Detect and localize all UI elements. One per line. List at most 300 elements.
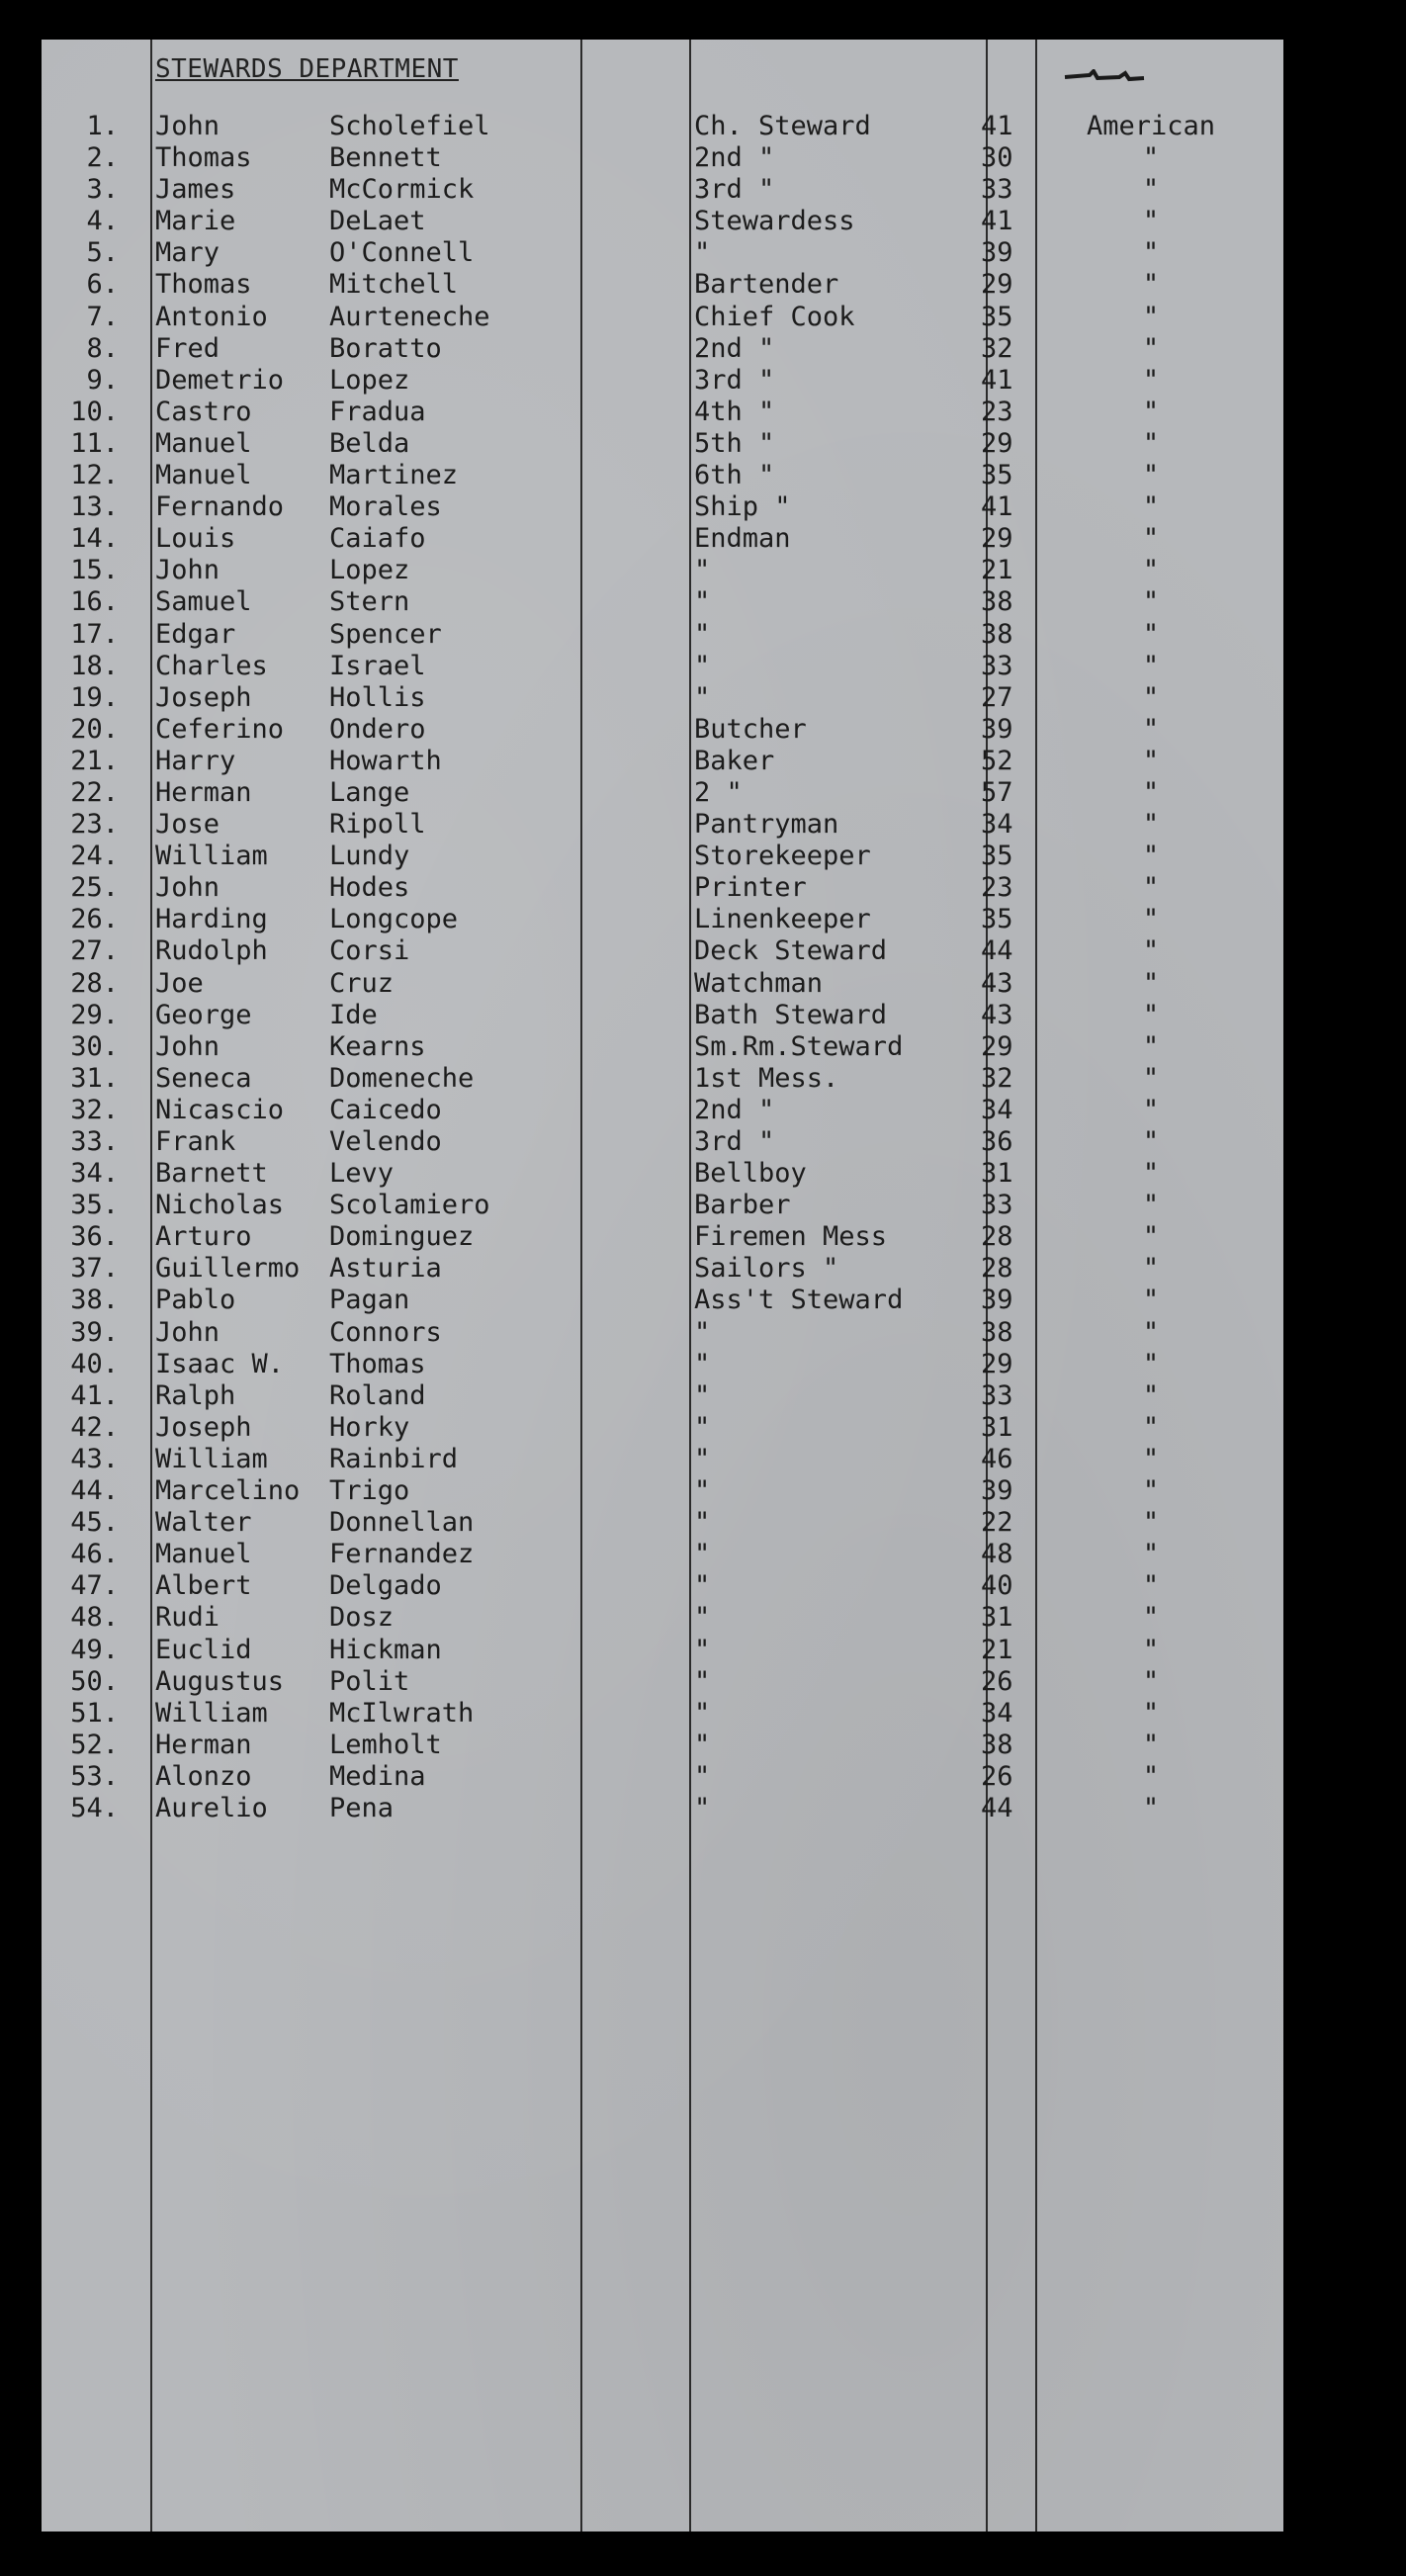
position: " <box>694 237 711 269</box>
crew-list <box>42 111 1283 1824</box>
last-name: Mitchell <box>329 269 459 301</box>
position: " <box>694 1665 711 1697</box>
last-name: Polit <box>329 1665 410 1697</box>
position: " <box>694 1729 711 1760</box>
list-item <box>42 1031 1283 1063</box>
position: " <box>694 1348 711 1379</box>
nationality: " <box>1142 1285 1160 1316</box>
first-name: Augustus <box>155 1665 285 1697</box>
list-item <box>42 428 1283 460</box>
position: 6th " <box>694 460 775 491</box>
age: 33 <box>981 174 1013 206</box>
first-name: John <box>155 1316 220 1348</box>
position: Ass't Steward <box>694 1285 904 1316</box>
last-name: Lemholt <box>329 1729 442 1760</box>
list-item <box>42 968 1283 1000</box>
last-name: Spencer <box>329 618 442 650</box>
age: 39 <box>981 237 1013 269</box>
last-name: Stern <box>329 586 410 618</box>
age: 32 <box>981 332 1013 364</box>
row-number: 44. <box>70 1475 119 1507</box>
list-item <box>42 302 1283 333</box>
nationality: " <box>1142 364 1160 396</box>
nationality: " <box>1142 1253 1160 1285</box>
nationality: " <box>1142 618 1160 650</box>
first-name: William <box>155 1697 268 1729</box>
list-item <box>42 1475 1283 1507</box>
list-item <box>42 651 1283 682</box>
age: 41 <box>981 491 1013 523</box>
age: 43 <box>981 967 1013 999</box>
row-number: 34. <box>70 1158 119 1190</box>
row-number: 31. <box>70 1062 119 1094</box>
position: " <box>694 555 711 586</box>
last-name: Trigo <box>329 1475 410 1507</box>
first-name: Harding <box>155 904 268 935</box>
nationality: " <box>1142 1190 1160 1221</box>
age: 46 <box>981 1443 1013 1474</box>
list-item <box>42 365 1283 397</box>
first-name: Isaac W. <box>155 1348 285 1379</box>
age: 21 <box>981 555 1013 586</box>
last-name: Lopez <box>329 555 410 586</box>
list-item <box>42 111 1283 142</box>
row-number: 10. <box>70 396 119 427</box>
first-name: John <box>155 111 220 141</box>
nationality: " <box>1142 650 1160 681</box>
position: " <box>694 1760 711 1792</box>
age: 33 <box>981 1190 1013 1221</box>
last-name: Belda <box>329 427 410 459</box>
age: 33 <box>981 650 1013 681</box>
last-name: DeLaet <box>329 206 426 237</box>
age: 40 <box>981 1570 1013 1602</box>
first-name: Antonio <box>155 301 268 332</box>
last-name: Fernandez <box>329 1539 475 1570</box>
position: " <box>694 618 711 650</box>
row-number: 53. <box>70 1760 119 1792</box>
position: 3rd " <box>694 174 775 206</box>
row-number: 52. <box>70 1729 119 1760</box>
position: Sm.Rm.Steward <box>694 1030 904 1062</box>
first-name: Rudi <box>155 1602 220 1634</box>
list-item <box>42 269 1283 301</box>
nationality: " <box>1142 427 1160 459</box>
nationality: " <box>1142 206 1160 237</box>
last-name: Caicedo <box>329 1094 442 1125</box>
row-number: 35. <box>70 1190 119 1221</box>
position: " <box>694 1475 711 1507</box>
row-number: 20. <box>70 713 119 745</box>
last-name: Roland <box>329 1379 426 1411</box>
first-name: John <box>155 555 220 586</box>
age: 26 <box>981 1665 1013 1697</box>
last-name: Lopez <box>329 364 410 396</box>
list-item <box>42 714 1283 746</box>
first-name: William <box>155 1443 268 1474</box>
nationality: " <box>1142 713 1160 745</box>
row-number: 46. <box>70 1539 119 1570</box>
position: Firemen Mess <box>694 1221 888 1253</box>
first-name: Fernando <box>155 491 285 523</box>
list-item <box>42 1349 1283 1380</box>
first-name: Albert <box>155 1570 252 1602</box>
list-item <box>42 935 1283 967</box>
row-number: 16. <box>70 586 119 618</box>
first-name: Rudolph <box>155 935 268 967</box>
row-number: 25. <box>70 872 119 904</box>
nationality: American <box>1086 111 1216 141</box>
age: 41 <box>981 206 1013 237</box>
first-name: Manuel <box>155 1539 252 1570</box>
nationality: " <box>1142 1507 1160 1539</box>
last-name: Lange <box>329 776 410 808</box>
row-number: 49. <box>70 1634 119 1665</box>
position: 2 " <box>694 776 743 808</box>
position: Stewardess <box>694 206 855 237</box>
last-name: Thomas <box>329 1348 426 1379</box>
row-number: 50. <box>70 1665 119 1697</box>
age: 31 <box>981 1411 1013 1443</box>
nationality: " <box>1142 1443 1160 1474</box>
nationality: " <box>1142 142 1160 174</box>
nationality: " <box>1142 1411 1160 1443</box>
list-item <box>42 586 1283 618</box>
first-name: Demetrio <box>155 364 285 396</box>
position: Linenkeeper <box>694 904 871 935</box>
nationality: " <box>1142 301 1160 332</box>
last-name: O'Connell <box>329 237 475 269</box>
position: Chief Cook <box>694 301 855 332</box>
list-item <box>42 142 1283 174</box>
nationality: " <box>1142 1729 1160 1760</box>
last-name: Lundy <box>329 841 410 872</box>
first-name: Castro <box>155 396 252 427</box>
row-number: 5. <box>86 237 119 269</box>
list-item <box>42 777 1283 809</box>
last-name: Ripoll <box>329 809 426 841</box>
nationality: " <box>1142 809 1160 841</box>
age: 23 <box>981 396 1013 427</box>
age: 29 <box>981 1348 1013 1379</box>
list-item <box>42 1444 1283 1475</box>
list-item <box>42 746 1283 777</box>
age: 35 <box>981 301 1013 332</box>
nationality: " <box>1142 1348 1160 1379</box>
last-name: Corsi <box>329 935 410 967</box>
age: 29 <box>981 427 1013 459</box>
nationality: " <box>1142 1539 1160 1570</box>
nationality: " <box>1142 332 1160 364</box>
age: 34 <box>981 809 1013 841</box>
nationality: " <box>1142 1760 1160 1792</box>
list-item <box>42 1317 1283 1349</box>
last-name: McCormick <box>329 174 475 206</box>
last-name: Donnellan <box>329 1507 475 1539</box>
row-number: 4. <box>86 206 119 237</box>
first-name: Pablo <box>155 1285 236 1316</box>
age: 31 <box>981 1158 1013 1190</box>
row-number: 17. <box>70 618 119 650</box>
row-number: 28. <box>70 967 119 999</box>
row-number: 6. <box>86 269 119 301</box>
first-name: Joseph <box>155 681 252 713</box>
nationality: " <box>1142 1475 1160 1507</box>
first-name: Nicascio <box>155 1094 285 1125</box>
age: 39 <box>981 1285 1013 1316</box>
list-item <box>42 1635 1283 1666</box>
age: 44 <box>981 1792 1013 1823</box>
list-item <box>42 1158 1283 1190</box>
nationality: " <box>1142 491 1160 523</box>
nationality: " <box>1142 872 1160 904</box>
position: 4th " <box>694 396 775 427</box>
age: 36 <box>981 1126 1013 1157</box>
nationality: " <box>1142 904 1160 935</box>
last-name: Aurteneche <box>329 301 490 332</box>
nationality: " <box>1142 1158 1160 1190</box>
nationality: " <box>1142 523 1160 555</box>
first-name: Arturo <box>155 1221 252 1253</box>
position: Ch. Steward <box>694 111 871 141</box>
row-number: 15. <box>70 555 119 586</box>
nationality: " <box>1142 1792 1160 1823</box>
row-number: 33. <box>70 1126 119 1157</box>
nationality: " <box>1142 841 1160 872</box>
row-number: 30. <box>70 1030 119 1062</box>
last-name: Morales <box>329 491 442 523</box>
last-name: Dominguez <box>329 1221 475 1253</box>
nationality: " <box>1142 1126 1160 1157</box>
first-name: Manuel <box>155 427 252 459</box>
list-item <box>42 1412 1283 1444</box>
row-number: 54. <box>70 1792 119 1823</box>
list-item <box>42 1666 1283 1698</box>
position: Deck Steward <box>694 935 888 967</box>
age: 26 <box>981 1760 1013 1792</box>
position: 2nd " <box>694 1094 775 1125</box>
row-number: 43. <box>70 1443 119 1474</box>
list-item <box>42 1253 1283 1285</box>
age: 22 <box>981 1507 1013 1539</box>
first-name: Charles <box>155 650 268 681</box>
last-name: Asturia <box>329 1253 442 1285</box>
list-item <box>42 1539 1283 1570</box>
age: 30 <box>981 142 1013 174</box>
last-name: Kearns <box>329 1030 426 1062</box>
last-name: Velendo <box>329 1126 442 1157</box>
last-name: Medina <box>329 1760 426 1792</box>
row-number: 47. <box>70 1570 119 1602</box>
position: 3rd " <box>694 1126 775 1157</box>
nationality: " <box>1142 1665 1160 1697</box>
row-number: 32. <box>70 1094 119 1125</box>
nationality: " <box>1142 586 1160 618</box>
first-name: Edgar <box>155 618 236 650</box>
position: " <box>694 1379 711 1411</box>
age: 29 <box>981 269 1013 301</box>
first-name: Herman <box>155 1729 252 1760</box>
position: Pantryman <box>694 809 839 841</box>
age: 41 <box>981 364 1013 396</box>
row-number: 11. <box>70 427 119 459</box>
age: 32 <box>981 1062 1013 1094</box>
list-item <box>42 1285 1283 1316</box>
nationality: " <box>1142 1062 1160 1094</box>
nationality: " <box>1142 237 1160 269</box>
age: 38 <box>981 1316 1013 1348</box>
row-number: 12. <box>70 460 119 491</box>
first-name: William <box>155 841 268 872</box>
list-item <box>42 1602 1283 1634</box>
list-item <box>42 1730 1283 1761</box>
row-number: 3. <box>86 174 119 206</box>
first-name: Thomas <box>155 142 252 174</box>
list-item <box>42 491 1283 523</box>
position: 1st Mess. <box>694 1062 839 1094</box>
list-item <box>42 1570 1283 1602</box>
nationality: " <box>1142 681 1160 713</box>
last-name: Israel <box>329 650 426 681</box>
first-name: Thomas <box>155 269 252 301</box>
position: " <box>694 586 711 618</box>
first-name: Joseph <box>155 1411 252 1443</box>
row-number: 51. <box>70 1697 119 1729</box>
list-item <box>42 1761 1283 1793</box>
age: 23 <box>981 872 1013 904</box>
list-item <box>42 809 1283 841</box>
age: 41 <box>981 111 1013 141</box>
first-name: Marcelino <box>155 1475 301 1507</box>
first-name: Louis <box>155 523 236 555</box>
position: Sailors " <box>694 1253 839 1285</box>
last-name: Ondero <box>329 713 426 745</box>
nationality: " <box>1142 1379 1160 1411</box>
first-name: Jose <box>155 809 220 841</box>
last-name: McIlwrath <box>329 1697 475 1729</box>
row-number: 14. <box>70 523 119 555</box>
last-name: Hickman <box>329 1634 442 1665</box>
first-name: Guillermo <box>155 1253 301 1285</box>
row-number: 48. <box>70 1602 119 1634</box>
nationality: " <box>1142 1570 1160 1602</box>
list-item <box>42 397 1283 428</box>
position: Bellboy <box>694 1158 807 1190</box>
row-number: 41. <box>70 1379 119 1411</box>
first-name: Alonzo <box>155 1760 252 1792</box>
last-name: Rainbird <box>329 1443 459 1474</box>
last-name: Ide <box>329 999 378 1030</box>
last-name: Hodes <box>329 872 410 904</box>
last-name: Hollis <box>329 681 426 713</box>
nationality: " <box>1142 745 1160 776</box>
first-name: Ceferino <box>155 713 285 745</box>
age: 28 <box>981 1253 1013 1285</box>
first-name: George <box>155 999 252 1030</box>
list-item <box>42 1063 1283 1095</box>
nationality: " <box>1142 396 1160 427</box>
position: Butcher <box>694 713 807 745</box>
first-name: Barnett <box>155 1158 268 1190</box>
row-number: 40. <box>70 1348 119 1379</box>
row-number: 29. <box>70 999 119 1030</box>
nationality: " <box>1142 999 1160 1030</box>
last-name: Scolamiero <box>329 1190 490 1221</box>
first-name: Marie <box>155 206 236 237</box>
position: " <box>694 1634 711 1665</box>
first-name: John <box>155 1030 220 1062</box>
nationality: " <box>1142 1094 1160 1125</box>
age: 27 <box>981 681 1013 713</box>
list-item <box>42 333 1283 365</box>
nationality: " <box>1142 1634 1160 1665</box>
position: Storekeeper <box>694 841 871 872</box>
position: " <box>694 1697 711 1729</box>
row-number: 13. <box>70 491 119 523</box>
position: Baker <box>694 745 775 776</box>
position: " <box>694 1316 711 1348</box>
row-number: 36. <box>70 1221 119 1253</box>
list-item <box>42 206 1283 237</box>
nationality: " <box>1142 1697 1160 1729</box>
list-item <box>42 174 1283 206</box>
position: Barber <box>694 1190 791 1221</box>
list-item <box>42 1190 1283 1221</box>
last-name: Dosz <box>329 1602 395 1634</box>
position: " <box>694 1411 711 1443</box>
age: 35 <box>981 841 1013 872</box>
row-number: 45. <box>70 1507 119 1539</box>
row-number: 38. <box>70 1285 119 1316</box>
last-name: Boratto <box>329 332 442 364</box>
age: 35 <box>981 904 1013 935</box>
last-name: Connors <box>329 1316 442 1348</box>
row-number: 21. <box>70 745 119 776</box>
first-name: Frank <box>155 1126 236 1157</box>
position: " <box>694 1570 711 1602</box>
age: 33 <box>981 1379 1013 1411</box>
last-name: Caiafo <box>329 523 426 555</box>
row-number: 22. <box>70 776 119 808</box>
first-name: Euclid <box>155 1634 252 1665</box>
nationality: " <box>1142 460 1160 491</box>
age: 48 <box>981 1539 1013 1570</box>
document-page <box>42 40 1283 2532</box>
nationality: " <box>1142 555 1160 586</box>
page-title: STEWARDS DEPARTMENT <box>155 54 459 84</box>
row-number: 42. <box>70 1411 119 1443</box>
nationality: " <box>1142 776 1160 808</box>
row-number: 2. <box>86 142 119 174</box>
first-name: James <box>155 174 236 206</box>
last-name: Fradua <box>329 396 426 427</box>
row-number: 27. <box>70 935 119 967</box>
age: 38 <box>981 586 1013 618</box>
first-name: Seneca <box>155 1062 252 1094</box>
list-item <box>42 460 1283 491</box>
age: 29 <box>981 1030 1013 1062</box>
list-item <box>42 841 1283 872</box>
age: 34 <box>981 1094 1013 1125</box>
list-item <box>42 1698 1283 1730</box>
row-number: 8. <box>86 332 119 364</box>
first-name: Fred <box>155 332 220 364</box>
ink-mark <box>1060 69 1149 85</box>
position: Bartender <box>694 269 839 301</box>
nationality: " <box>1142 1316 1160 1348</box>
position: Printer <box>694 872 807 904</box>
list-item <box>42 1095 1283 1126</box>
